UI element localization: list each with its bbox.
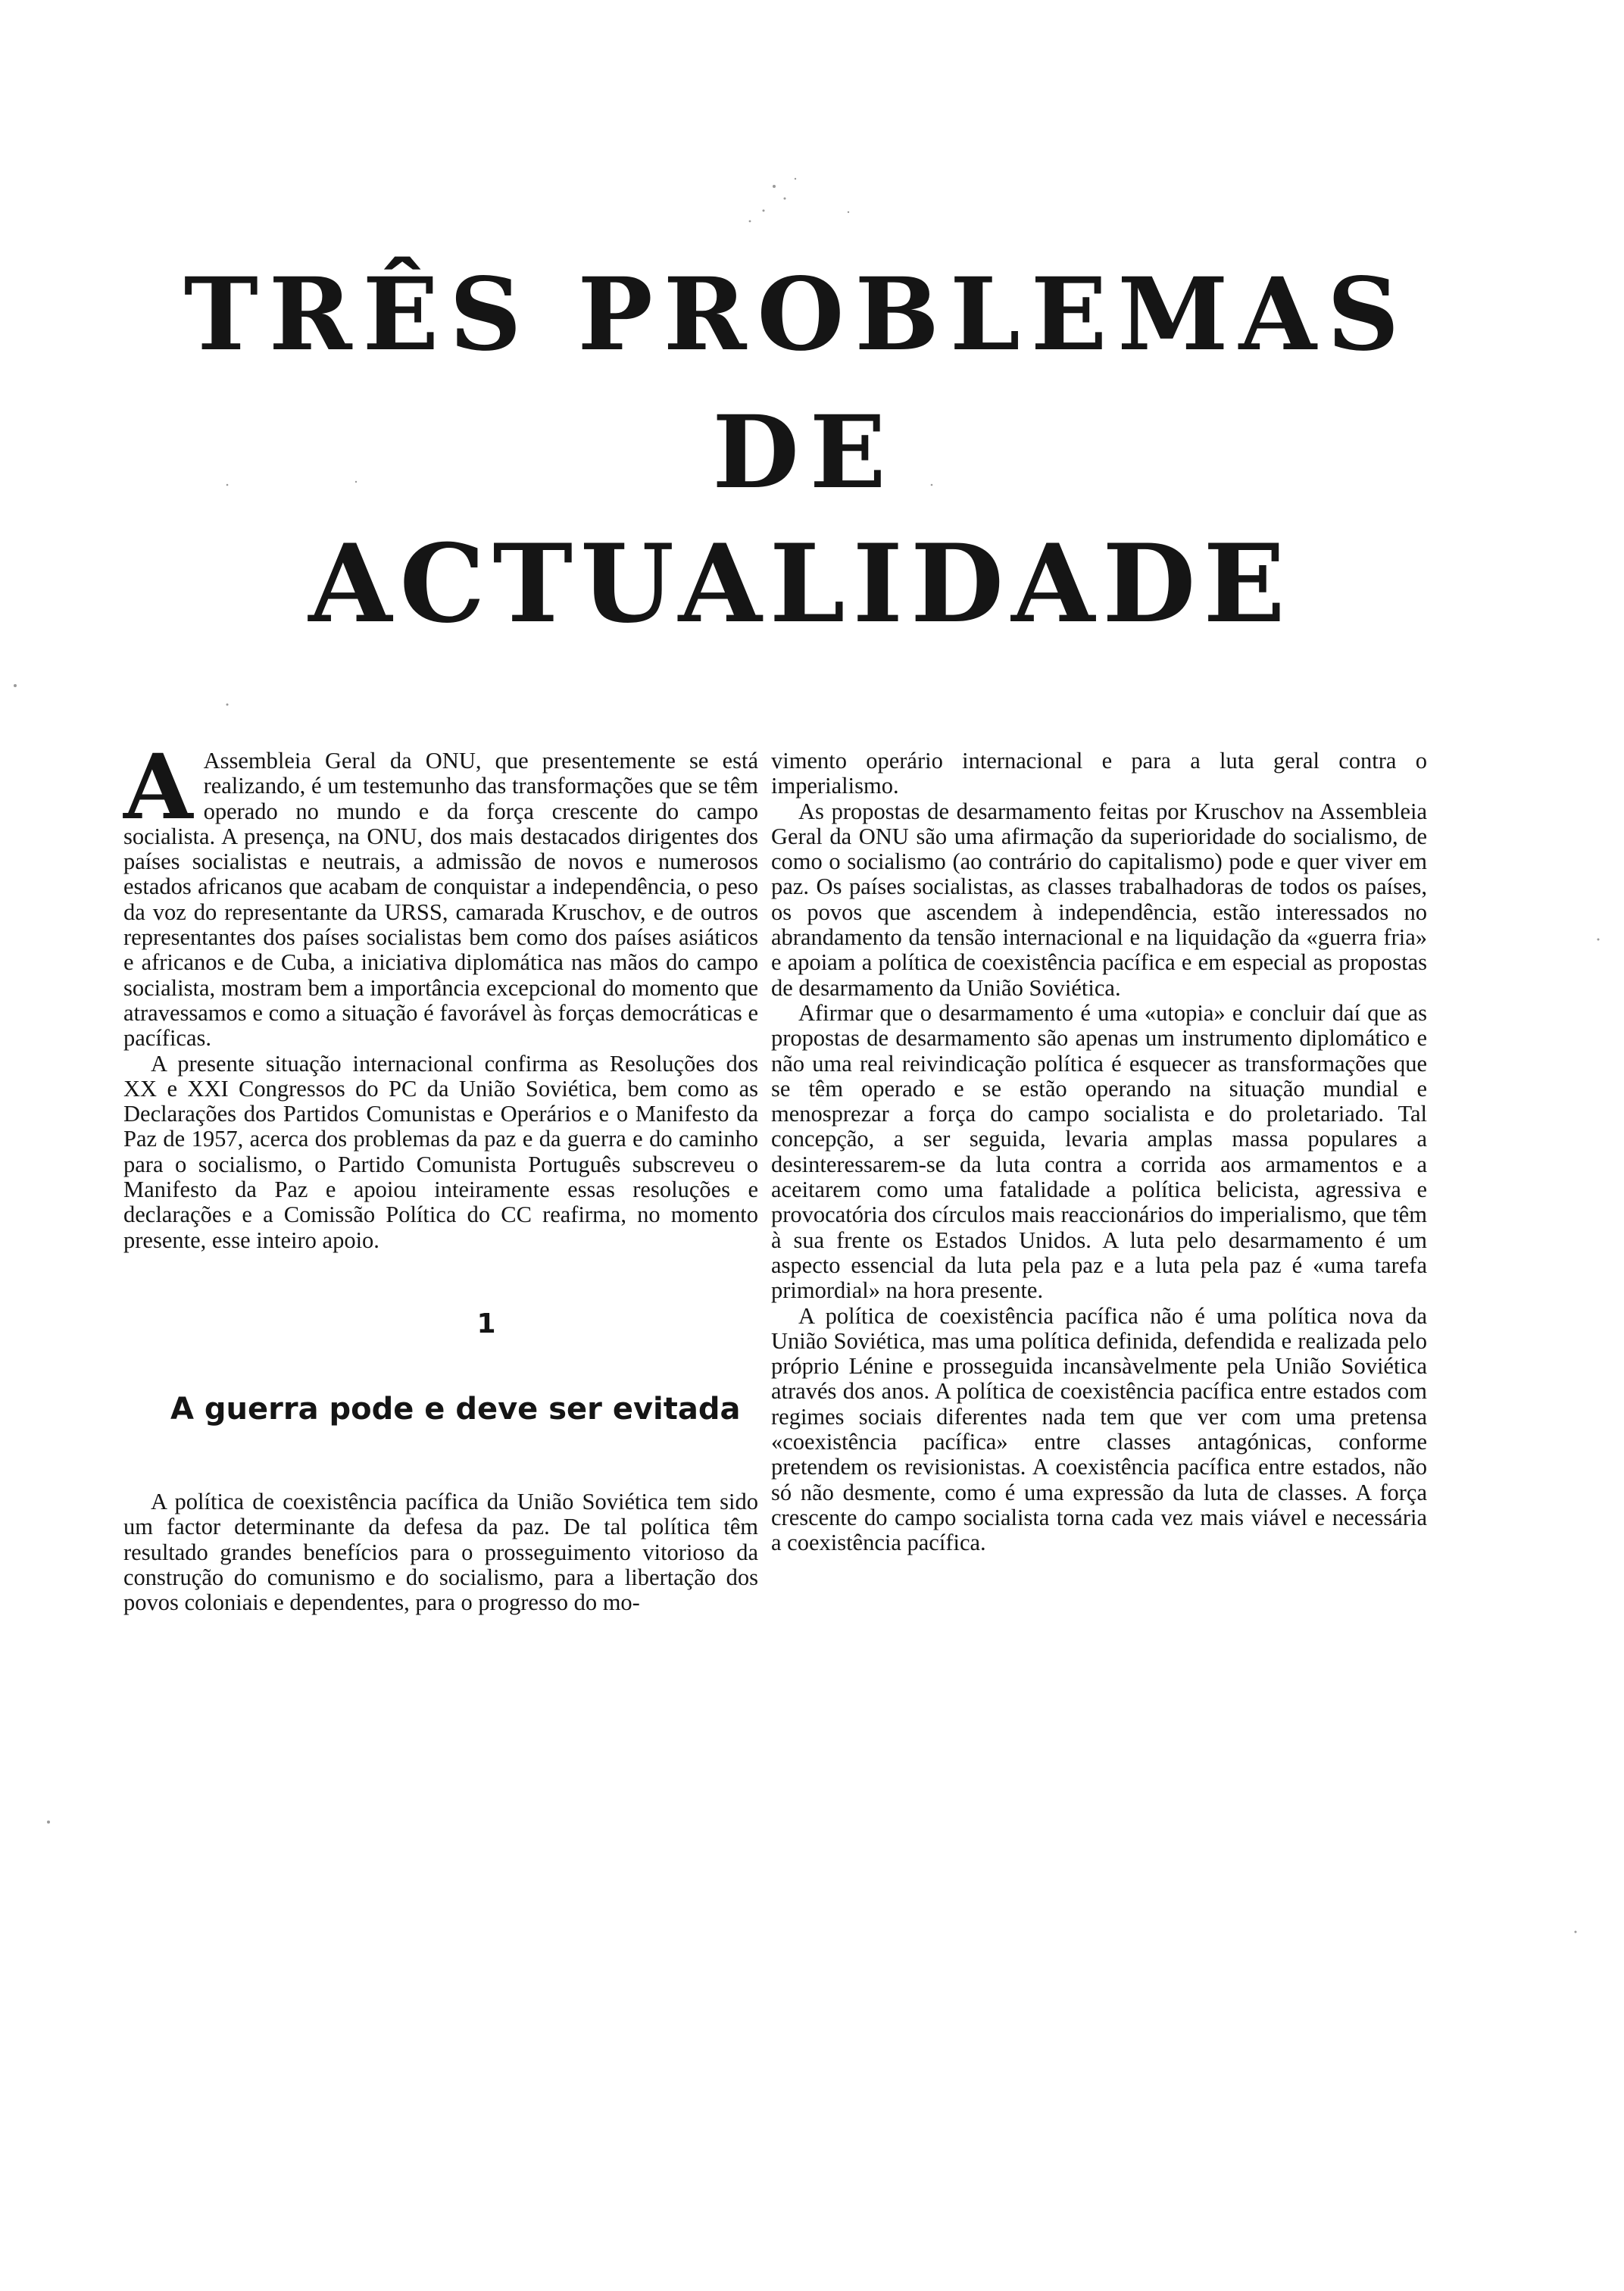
title-line-2: DE	[712, 394, 897, 511]
paragraph: A presente situação internacional confirma as Resoluções dos XX e XXI Congressos do PC da União Soviética, bem como as Declarações dos Partidos Comunistas e Operários e o Manifesto da Paz de 1957, acerca dos problemas da paz e da guerra e do caminho para o socialismo, o Partido Comunista Português subscreveu o Manifesto da Paz e apoiou inteiramente essas resoluções e declarações e a Comissão Política do CC reafirma, no momento presente, esse inteiro apoio.	[123, 1050, 758, 1253]
opening-paragraph	[123, 734, 758, 1052]
paragraph: A política de coexistência pacífica da União Soviética tem sido um factor determinante da defesa da paz. De tal política têm resultado grandes benefícios para o prosseguimento vitorioso da construção do comunismo e do socialismo, para a libertação dos povos coloniais e dependentes, para o progresso do mo-	[123, 1488, 758, 1616]
section-title: A guerra pode e deve ser evitada	[170, 1391, 741, 1427]
right-column	[771, 749, 1427, 1556]
title-line-3: ACTUALIDADE	[308, 521, 1293, 647]
title-line-1: TRÊS PROBLEMAS	[183, 256, 1410, 373]
drop-cap: A	[123, 734, 193, 839]
paragraph: A política de coexistência pacífica não é uma política nova da União Soviética, mas uma política definida, defendida e realizada pelo próprio Lénine e prosseguida incansàvelmente pela União Soviética através dos anos. A política de coexistência pacífica entre estados com regimes sociais diferentes nada tem que ver com uma pretensa «coexistência pacífica» entre classes antagónicas, conforme pretendem os revisionistas. A coexistência pacífica entre estados, não só não desmente, como é uma expressão da luta de classes. A força crescente do campo socialista torna cada vez mais viável e necessária a coexistência pacífica.	[771, 1302, 1427, 1556]
paragraph: vimento operário internacional e para a luta geral contra o imperialismo.	[771, 748, 1427, 799]
paragraph: As propostas de desarmamento feitas por Kruschov na Assembleia Geral da ONU são uma afirmação da superioridade do socialismo, de como o socialismo (ao contrário do capitalismo) pode e quer viver em paz. Os países socialistas, as classes trabalhadoras de todos os países, os povos que ascendem à independência, estão interessados no abrandamento da tensão internacional e na liquidação da «guerra fria» e apoiam a política de coexistência pacífica e em especial as propostas de desarmamento da União Soviética.	[771, 798, 1427, 1001]
left-column	[123, 734, 758, 1616]
paragraph: Afirmar que o desarmamento é uma «utopia» e concluir daí que as propostas de desarmamento são apenas um instrumento diplomático e não uma real reivindicação política é esquecer as transformações que se têm operado e se estão operando na situação mundial e menosprezar a força do campo socialista e do proletariado. Tal concepção, a ser seguida, levaria amplas massa populares a desinteressarem-se da luta contra a corrida aos armamentos e a aceitarem como uma fatalidade a política belicista, agressiva e provocatória dos círculos mais reaccionários do imperialismo, que têm à sua frente os Estados Unidos. A luta pelo desarmamento é um aspecto essencial da luta pela paz e a luta pela paz é «uma tarefa primordial» na hora presente.	[771, 999, 1427, 1304]
paragraph-text: Assembleia Geral da ONU, que presentemente se está realizando, é um testemunho das transformações que se têm operado no mundo e da força crescente do campo socialista. A presença, na ONU, dos mais destacados dirigentes dos países socialistas e neutrais, a admissão de novos e numerosos estados africanos que acabam de conquistar a independência, o peso da voz do representante da URSS, camarada Kruschov, e de outros representantes dos países socialistas bem como dos países asiáticos e africanos e de Cuba, a iniciativa diplomática nas mãos do campo socialista, mostram bem a importância excepcional do momento que atravessamos e como a situação é favorável às forças democráticas e pacíficas.	[123, 748, 758, 1052]
section-number: 1	[476, 1308, 496, 1339]
